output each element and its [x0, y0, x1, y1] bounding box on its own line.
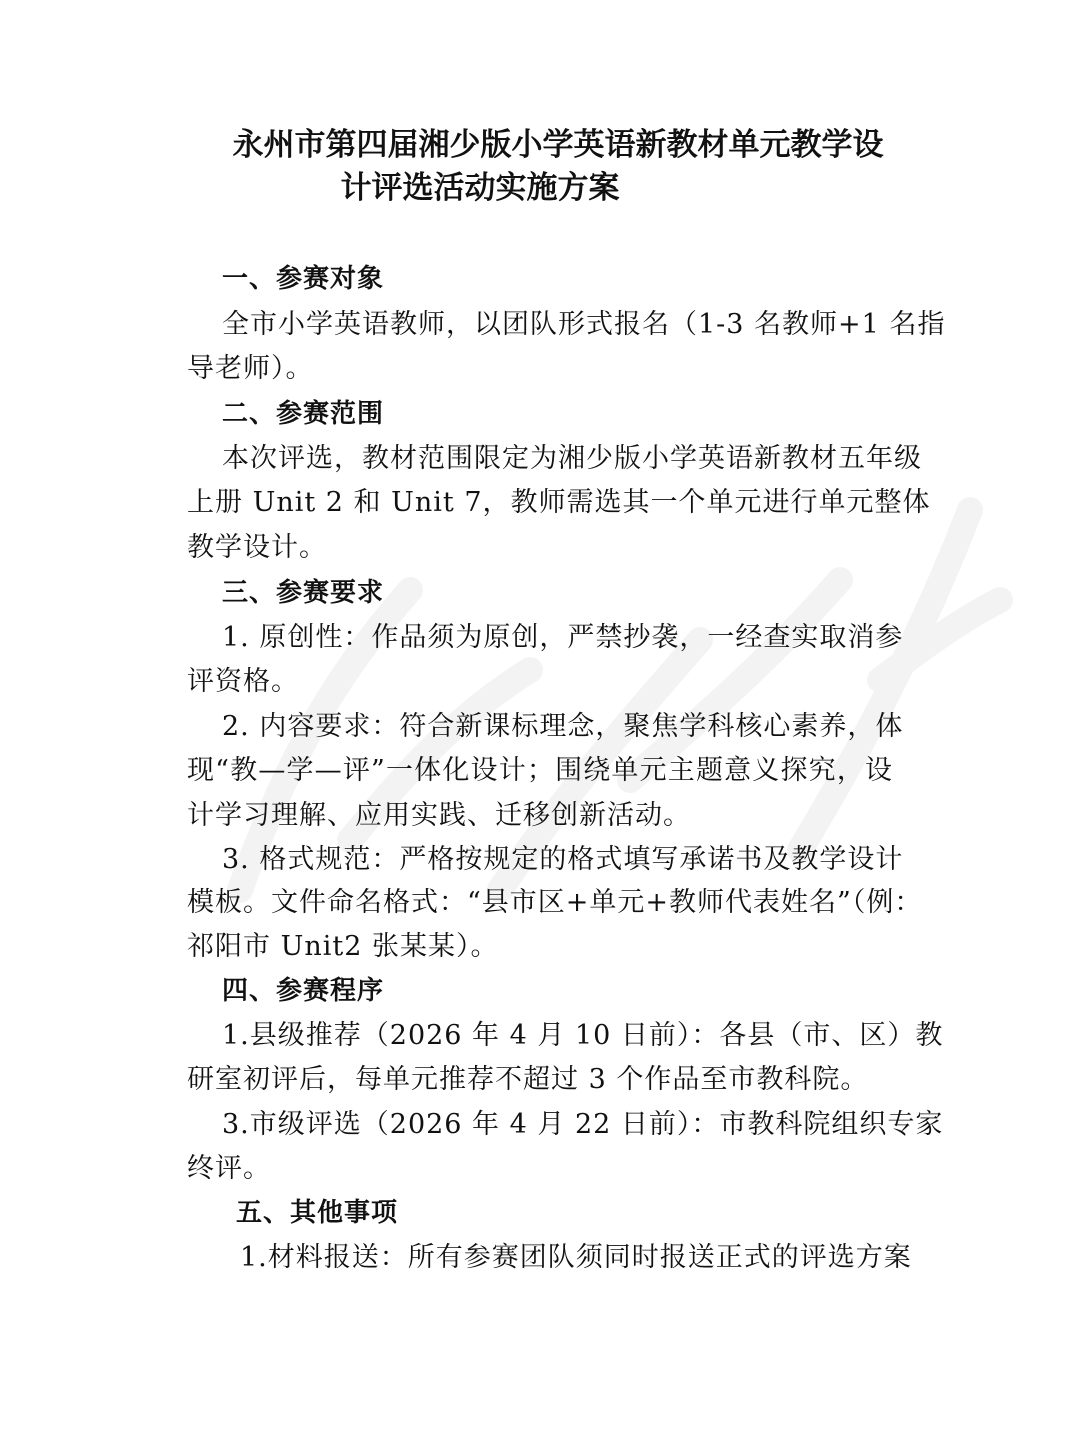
section-heading-1: 一、参赛对象 — [222, 264, 385, 294]
section-3-line-7: 模板。文件命名格式：“县市区+单元+教师代表姓名”（例： — [187, 887, 923, 918]
section-4-line-4: 终评。 — [187, 1153, 271, 1184]
section-heading-4: 四、参赛程序 — [222, 976, 385, 1006]
document-title-line-2: 计评选活动实施方案 — [340, 170, 620, 206]
section-1-line-2: 导老师）。 — [187, 353, 314, 384]
section-3-line-6: 3. 格式规范：严格按规定的格式填写承诺书及教学设计 — [222, 844, 904, 875]
section-2-line-3: 教学设计。 — [187, 532, 327, 563]
section-heading-3: 三、参赛要求 — [222, 578, 385, 608]
section-3-line-8: 祁阳市 Unit2 张某某）。 — [187, 931, 499, 962]
section-2-line-2: 上册 Unit 2 和 Unit 7，教师需选其一个单元进行单元整体 — [187, 487, 931, 518]
section-2-line-1: 本次评选，教材范围限定为湘少版小学英语新教材五年级 — [222, 443, 922, 474]
section-heading-5: 五、其他事项 — [236, 1198, 399, 1228]
document-title-line-1: 永州市第四届湘少版小学英语新教材单元教学设 — [232, 127, 884, 163]
section-3-line-5: 计学习理解、应用实践、迁移创新活动。 — [187, 800, 691, 831]
section-3-line-4: 现“教—学—评”一体化设计；围绕单元主题意义探究，设 — [187, 755, 893, 786]
section-3-line-2: 评资格。 — [187, 666, 299, 697]
section-3-line-1: 1. 原创性：作品须为原创，严禁抄袭，一经查实取消参 — [222, 622, 904, 653]
section-4-line-3: 3.市级评选（2026 年 4 月 22 日前）：市教科院组织专家 — [222, 1109, 944, 1140]
section-3-line-3: 2. 内容要求：符合新课标理念，聚焦学科核心素养，体 — [222, 711, 904, 742]
section-4-line-2: 研室初评后，每单元推荐不超过 3 个作品至市教科院。 — [187, 1064, 869, 1095]
section-4-line-1: 1.县级推荐（2026 年 4 月 10 日前）：各县（市、区）教 — [222, 1020, 944, 1051]
section-1-line-1: 全市小学英语教师，以团队形式报名（1-3 名教师+1 名指 — [222, 309, 946, 340]
section-heading-2: 二、参赛范围 — [222, 399, 385, 429]
section-5-line-1: 1.材料报送：所有参赛团队须同时报送正式的评选方案 — [240, 1242, 912, 1273]
